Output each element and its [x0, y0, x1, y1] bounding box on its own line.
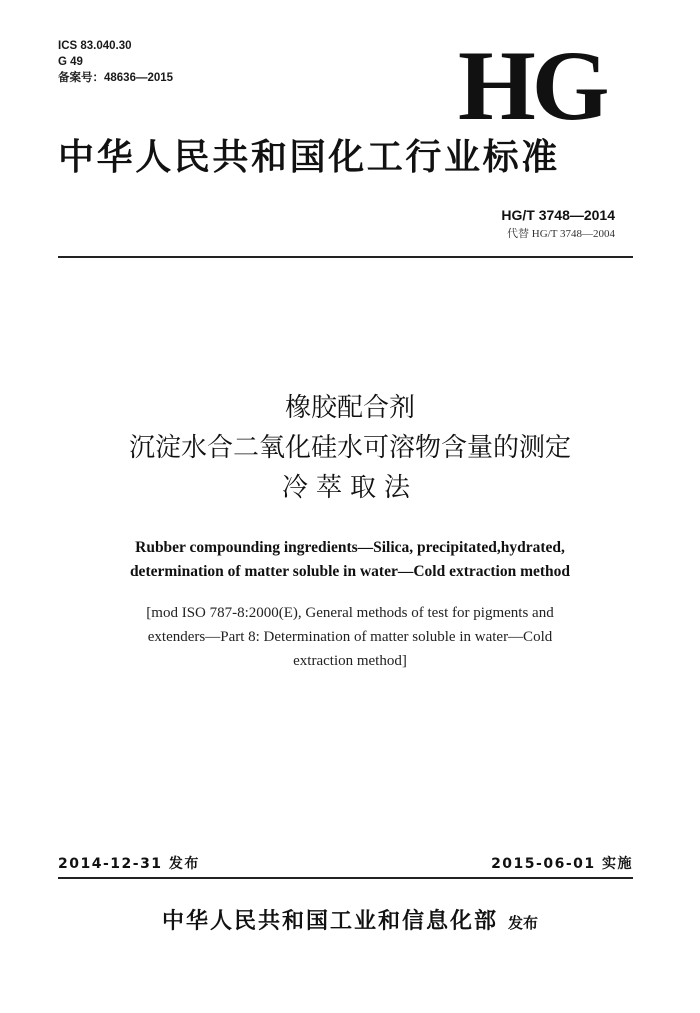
implementation-date: 2015-06-01 实施 [491, 856, 633, 872]
ics-code: ICS 83.040.30 [58, 40, 132, 52]
chinese-title-line-3: 冷萃取法 [281, 473, 418, 503]
dates-row [58, 853, 633, 875]
top-divider [58, 256, 633, 258]
publish-label: 发布 [508, 914, 539, 932]
chinese-title-line-2: 沉淀水合二氧化硅水可溶物含量的测定 [128, 433, 571, 463]
chinese-title-line-1: 橡胶配合剂 [284, 393, 415, 423]
publisher-name: 中华人民共和国工业和信息化部 [161, 909, 498, 934]
standard-body-title: 中华人民共和国化工行业标准 [58, 137, 560, 178]
hg-logo: HG [458, 30, 606, 141]
standard-number: HG/T 3748—2014 [501, 207, 615, 223]
classification-block [58, 38, 173, 86]
chinese-title [0, 388, 700, 508]
modification-note-line-1: [mod ISO 787-8:2000(E), General methods of test for pigments and [146, 605, 554, 621]
issue-date: 2014-12-31 发布 [58, 856, 200, 872]
class-code: G 49 [58, 56, 83, 68]
modification-note-line-3: extraction method] [293, 653, 407, 669]
english-title-line-1: Rubber compounding ingredients—Silica, precipitated,hydrated, [135, 539, 565, 556]
english-title [0, 536, 700, 584]
publisher-line [0, 904, 700, 935]
modification-note [85, 601, 615, 673]
bottom-divider [58, 877, 633, 879]
modification-note-line-2: extenders—Part 8: Determination of matter soluble in water—Cold [147, 629, 553, 645]
english-title-line-2: determination of matter soluble in water—Cold extraction method [129, 563, 571, 580]
replaces-note: 代替 HG/T 3748—2004 [507, 228, 615, 240]
filing-number: 备案号：48636—2015 [58, 72, 174, 84]
